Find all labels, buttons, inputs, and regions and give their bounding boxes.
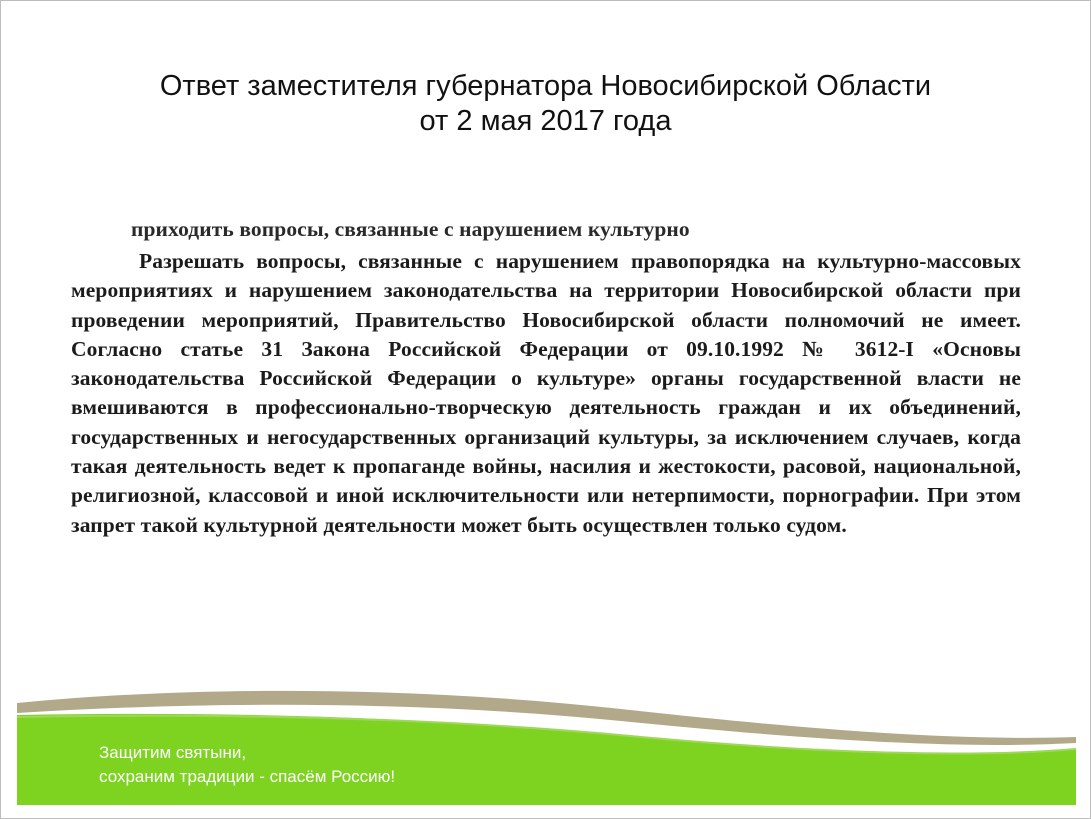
footer-slogan [99, 741, 395, 789]
title-line-2: от 2 мая 2017 года [419, 105, 672, 137]
title-line-1: Ответ заместителя губернатора Новосибирской Области [159, 70, 932, 102]
slogan-line-1: Защитим святыни, [99, 743, 247, 762]
document-paragraph: Разрешать вопросы, связанные с нарушением правопорядка на культурно-массовых мероприятиях и нарушением законодательства на территории Новосибирской области при проведении мероприятий, Правительство Новосибирской области полномочий не имеет. Согласно статье 31 Закона Российской Федерации от 09.10.1992 № 3612-I «Основы законодательства Российской Федерации о культуре» органы государственной власти не вмешиваются в профессионально-творческую деятельность граждан и их объединений, государственных и негосударственных организаций культуры, за исключением случаев, когда такая деятельность ведет к пропаганде войны, насилия и жестокости, расовой, национальной, религиозной, классовой и иной исключительности или нетерпимости, порнографии. При этом запрет такой культурной деятельности может быть осуществлен только судом. [71, 249, 1021, 537]
slogan-line-2: сохраним традиции - спасём Россию! [99, 767, 396, 786]
footer-wave-graphic [1, 1, 1090, 818]
cut-off-line-text: приходить вопросы, связанные с нарушением культурно [131, 217, 690, 241]
